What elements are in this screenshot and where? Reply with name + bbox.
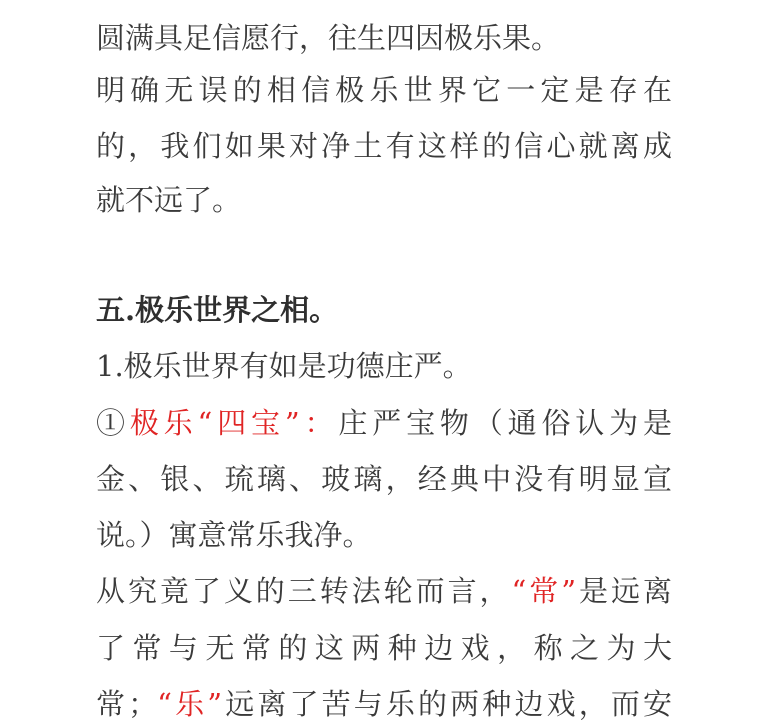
text-span: 庄严宝物（通俗认为是 — [338, 406, 672, 440]
text-line: 明确无误的相信极乐世界它一定是存在 — [96, 73, 672, 107]
highlight-text: 极乐“四宝”： — [129, 406, 339, 440]
text-span: 常； — [96, 687, 158, 721]
text-line: 了常与无常的这两种边戏，称之为大 — [96, 631, 672, 665]
text-span: 从究竟了义的三转法轮而言， — [96, 574, 512, 608]
text-span: 是远离 — [576, 574, 672, 608]
text-line: 圆满具足信愿行，往生四因极乐果。 — [96, 21, 561, 55]
text-line — [96, 571, 672, 611]
text-line — [96, 684, 672, 724]
highlight-text: “乐” — [157, 687, 223, 721]
text-line: 说。）寓意常乐我净。 — [96, 518, 372, 552]
text-span: 远离了苦与乐的两种边戏，而安 — [222, 687, 672, 721]
highlight-text: “常” — [511, 574, 577, 608]
circled-number-marker: ① — [96, 406, 130, 440]
text-line: 的，我们如果对净土有这样的信心就离成 — [96, 129, 672, 163]
text-line: 就不远了。 — [96, 183, 242, 217]
text-line — [96, 403, 672, 443]
subsection-title: 1.极乐世界有如是功德庄严。 — [96, 349, 472, 383]
section-heading: 五.极乐世界之相。 — [96, 293, 339, 327]
text-line: 金、银、琉璃、玻璃，经典中没有明显宣 — [96, 462, 672, 496]
